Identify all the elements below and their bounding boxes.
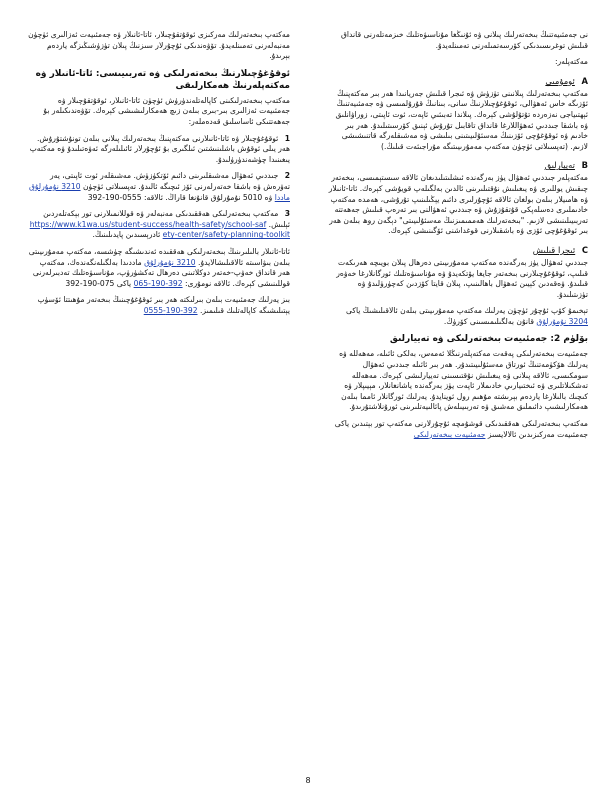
page-number: 8 (305, 776, 311, 785)
section-b-body: مەكتەپلەر جىددىي ئەھۋال يۈز بەرگەندە ئىشلىتىلىدىغان ئالاقە سىستېمىسى، بىخەتەر چىقىش يوللىرى ۋە يىغىلىش نۇقتىلىرىنى ئالدىن بەلگىلەپ قويۇشى كېرەك. ئاتا-ئانىلار ۋە ھامىيلار بىلەن بولغان ئالاقە ئۇچۇرلىرى دائىم يېڭىلىنىپ تۇرۇشى، ھەمدە مەكتەپ خادىملىرى دەسلەپكى قۇتقۇزۇش ۋە جىددىي ئەھۋالنى بىر تەرەپ قىلىش جەھەتتە تەربىيىلىنىشى لازىم. "بىخەتەرلىك ھەممىمىزنىڭ مەسئۇلىيىتى" دېگەن روھ بىلەن ھەر بىر ئوقۇغۇچى ئۆزى ۋە باشقىلارنى قوغداشنى ئۆگىنىشى كېرەك. (328, 173, 588, 236)
para-2-text: بىز يەرلىك جەمئىيەت بىلەن بىرلىكتە ھەر بىر ئوقۇغۇچىنىڭ بىخەتەر مۇھىتتا ئۆسۈپ يېتىلىشىگە كاپالەتلىك قىلىمىز. (37, 295, 290, 315)
section-a-letter: A (581, 75, 588, 86)
right-column (326, 30, 588, 446)
left-heading-body: مەكتەپ بىخەتەرلىكىنى كاپالەتلەندۈرۈش ئۈچۈن ئاتا-ئانىلار، ئوقۇتقۇچىلار ۋە جەمئىيەت ئەزالىرى بىر-بىرى بىلەن زىچ ھەمكارلىشىشى كېرەك. تۆۋەندىكىلەر بۇ جەھەتتىكى ئاساسلىق قەدەملەر: (43, 95, 290, 126)
contact-paragraph (326, 306, 588, 327)
list-item (28, 134, 290, 166)
item-2-tail: ۋە 5010 نۇمۇرلۇق قانۇنغا قاراڭ. ئالاقە: 0555-190-392 (87, 192, 275, 202)
section-c-letter: C (581, 244, 588, 255)
contact-text: تېخىمۇ كۆپ ئۇچۇر ئۈچۈن يەرلىك مەكتەپ مەمۇرىيىتى بىلەن ئالاقىلىشىڭ ياكى (346, 306, 588, 316)
para-1-law-link[interactable]: 3210 نۇمۇرلۇق (144, 257, 196, 267)
closing-paragraph (326, 419, 588, 440)
right-intro: نى جەمئىيەتنىڭ بىخەتەرلىك پىلانى ۋە ئۇنىڭغا مۇناسىۋەتلىك خىزمەتلەرنى قانداق قىلىش توغرىسىدىكى كۆرسەتمىلەرنى تەمىنلەيدۇ. (341, 30, 588, 50)
item-3-number: 3 (284, 209, 290, 219)
section-b-heading (326, 160, 588, 171)
item-1-number: 1 (284, 133, 290, 143)
contact-tail: قانۇن بەلگىلىمىسىنى كۆرۈڭ. (443, 316, 537, 326)
list-item (28, 209, 290, 241)
item-3-tail: ئادرېسىدىن پايدىلىنىڭ. (92, 230, 163, 240)
item-2-text: جىددىي ئەھۋال مەشىقلىرىنى دائىم ئۆتكۈزۈش. مەشىقلەر ئوت ئاپىتى، يەر تەۋرەش ۋە باشقا خەتەرلەرنى ئۆز ئىچىگە ئالىدۇ. تەپسىلاتى ئۈچۈن (50, 171, 290, 191)
community-safety-link[interactable]: جەمئىيەت بىخەتەرلىكى (413, 429, 486, 439)
section-c-title: ئىجرا قىلىش (532, 244, 576, 255)
item-3-text: مەكتەپ بىخەتەرلىكى ھەققىدىكى مەنبەلەر ۋە قوللانمىلارنى تور بېكەتلەردىن ئېلىش. (43, 209, 290, 229)
contact-law-link[interactable]: 3204 نۇمۇرلۇق (536, 316, 588, 326)
para-1-text: ئاتا-ئانىلار بالىلىرىنىڭ بىخەتەرلىكى ھەققىدە ئەندىشىگە چۈشسە، مەكتەپ مەمۇرىيىتى بىلەن بىۋاسىتە ئالاقىلىشالايدۇ. (28, 246, 290, 267)
section-b-title: تەييارلىق (544, 160, 575, 171)
left-paragraph-2 (28, 295, 290, 316)
section-a-body: مەكتەپ بىخەتەرلىك پىلانىنى تۈزۈش ۋە ئىجرا قىلىش جەريانىدا ھەر بىر مەكتەپنىڭ ئۆزىگە خاس ئەھۋالى، ئوقۇغۇچىلارنىڭ سانى، بىنانىڭ قۇرۇلمىسى ۋە جەمئىيەتنىڭ ئېھتىياجى نەزەردە تۇتۇلۇشى كېرەك. پىلاندا تەبىئىي ئاپەت، ئوت ئاپىتى، زوراۋانلىق ۋە باشقا جىددىي ئەھۋاللارغا قانداق تاقابىل تۇرۇش ئېنىق كۆرسىتىلىدۇ. ھەر بىر خادىم ۋە ئوقۇغۇچى ئۆزىنىڭ مەسئۇلىيىتىنى بىلىشى ۋە مەشىقلەرگە قاتنىشىشى لازىم. (تەپسىلاتى ئۈچۈن مەكتەپ مەمۇرىيىتىگە مۇراجىئەت قىلىڭ.) (335, 88, 588, 151)
item-1-text: ئوقۇغۇچىلار ۋە ئاتا-ئانىلارنى مەكتەپنىڭ بىخەتەرلىك پىلانى بىلەن تونۇشتۇرۇش. ھەر يىلى ئوقۇش باشلىنىشتىن ئىلگىرى بۇ ئۇچۇرلار ئائىلىلەرگە ئەۋەتىلىدۇ ۋە مەكتەپ يىغىنىدا چۈشەندۈرۈلىدۇ. (29, 133, 290, 164)
left-paragraph-1 (28, 247, 290, 289)
item-2-number: 2 (284, 171, 290, 181)
section-a-heading (326, 76, 588, 87)
para-2-phone-link[interactable]: 392-190-0555 (143, 305, 198, 315)
para-1-phone-link[interactable]: 392-190-065 (133, 278, 183, 288)
para-1-mid: ماددىدا بەلگىلەنگەندەك، مەكتەپ ھەر قانداق خەۋپ-خەتەر دوكلاتىنى دەرھال تەكشۈرۈپ، مۇناسىۋەتلىك تەدبىرلەرنى قوللىنىشى كېرەك. ئالاقە نومۇرى: (32, 257, 290, 288)
item-2-law-link[interactable]: 3210 نۇمۇرلۇق ماددا (28, 181, 290, 202)
para-1-tail: ياكى 075-190-392 (65, 278, 134, 288)
section-b-letter: B (581, 160, 588, 171)
section-2-heading: بۆلۈم 2: جەمئىيەت بىخەتەرلىكى ۋە تەييارلىق (389, 334, 588, 345)
schools-label: مەكتەپلەر: (554, 57, 588, 67)
section-a-title: ئومۇمىي (545, 75, 575, 86)
section-c-heading (326, 245, 588, 256)
list-item (28, 171, 290, 203)
section-2-body: جەمئىيەت بىخەتەرلىكى پەقەت مەكتەپلەرنىڭلا ئەمەس، بەلكى ئائىلە، مەھەللە ۋە يەرلىك ھۆكۈمەتنىڭ ئورتاق مەسئۇلىيىتىدۇر. ھەر بىر ئائىلە جىددىي ئەھۋال سومكىسى، ئالاقە پىلانى ۋە يىغىلىش نۇقتىسىنى تەييارلىشى كېرەك. مەھەللە تەشكىلاتلىرى ۋە ئىختىيارىي خادىملار ئاپەت يۈز بەرگەندە ياشانغانلار، مېيىپلار ۋە كىچىك بالىلارغا ياردەم بېرىشتە مۇھىم رول ئوينايدۇ. يەرلىك ئورگانلار ئامما بىلەن ھەمكارلىشىپ دائىملىق مەشىق ۋە تەربىيىلەش پائالىيەتلىرىنى ئورۇنلاشتۇرىدۇ. (339, 349, 588, 412)
left-intro: مەكتەپ بىخەتەرلىك مەركىزى ئوقۇتقۇچىلار، ئاتا-ئانىلار ۋە جەمئىيەت ئەزالىرى ئۈچۈن مەنبەلەرنى تەمىنلەيدۇ. تۆۋەندىكى ئۇچۇرلار سىزنىڭ پىلان تۈزۈشىڭىزگە ياردەم بېرىدۇ. (28, 30, 290, 61)
left-heading: ئوقۇغۇچىلارنىڭ بىخەتەرلىكى ۋە تەربىيىسى: ئاتا-ئانىلار ۋە مەكتەپلەرنىڭ ھەمكارلىقى (35, 68, 290, 91)
closing-text: مەكتەپ بىخەتەرلىكى ھەققىدىكى قوشۇمچە ئۇچۇرلارنى مەكتەپ تور بېتىدىن ياكى جەمئىيەت مەركىزىدىن ئالالايسىز (334, 419, 588, 439)
left-column (28, 30, 290, 322)
safety-toolkit-url-link[interactable]: https://www.k1wa.us/student-success/health-safety/school-safety-center/safety-planning-toolkit (29, 219, 290, 240)
section-c-body: جىددىي ئەھۋال يۈز بەرگەندە مەكتەپ مەمۇرىيىتى دەرھال پىلان بويىچە ھەرىكەت قىلىپ، ئوقۇغۇچىلارنى بىخەتەر جايغا يۆتكەيدۇ ۋە مۇناسىۋەتلىك ئورگانلارغا خەۋەر قىلىدۇ. ۋەقەدىن كېيىن ئەھۋال باھالىنىپ، پىلان قايتا كۆزدىن كەچۈرۈلىدۇ ۋە تۈزىتىلىدۇ. (336, 257, 588, 299)
